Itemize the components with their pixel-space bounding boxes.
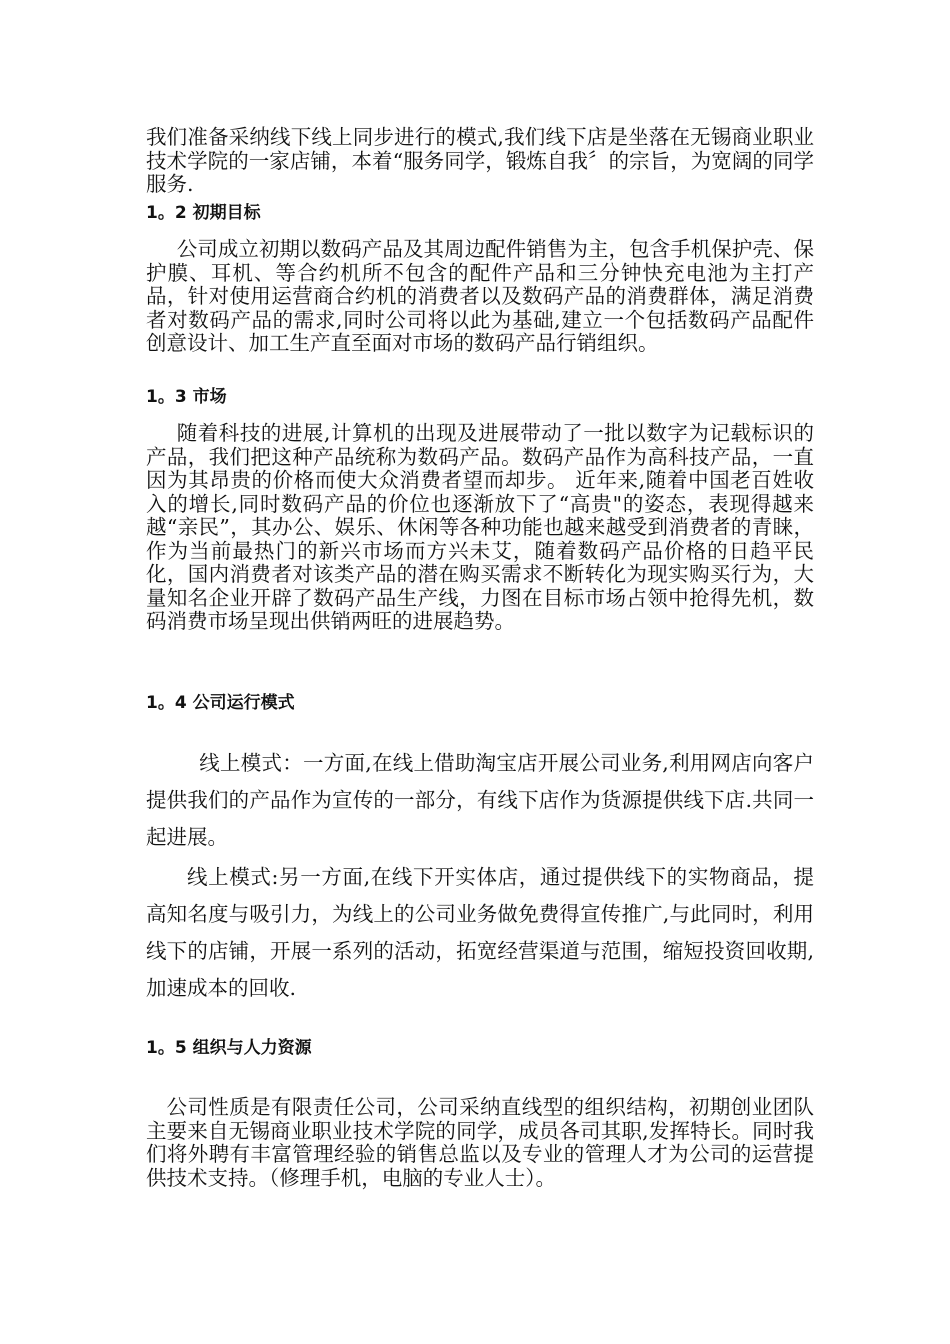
section-organization	[146, 1096, 814, 1190]
section-operation-mode	[146, 745, 814, 1007]
online-mode-paragraph: 线上模式：一方面,在线上借助淘宝店开展公司业务,利用网店向客户提供我们的产品作为宣传的一部分，有线下店作为货源提供线下店.共同一起进展。	[146, 751, 814, 849]
intro-paragraph: 我们准备采纳线下线上同步进行的模式,我们线下店是坐落在无锡商业职业技术学院的一家店铺，本着“服务同学，锻炼自我〞的宗旨，为宽阔的同学服务.	[146, 125, 814, 196]
initial-goals-paragraph: 公司成立初期以数码产品及其周边配件销售为主，包含手机保护壳、保护膜、耳机、等合约机所不包含的配件产品和三分钟快充电池为主打产品，针对使用运营商合约机的消费者以及数码产品的消费群体，满足消费者对数码产品的需求,同时公司将以此为基础,建立一个包括数码产品配件创意设计、加工生产直至面对市场的数码产品行销组织。	[146, 237, 814, 355]
section-heading-organization: 1。5 组织与人力资源	[146, 1038, 312, 1058]
section-heading-operation-mode: 1。4 公司运行模式	[146, 693, 295, 713]
section-heading-market: 1。3 市场	[146, 387, 227, 407]
section-heading-initial-goals: 1。2 初期目标	[146, 203, 261, 223]
organization-paragraph: 公司性质是有限责任公司，公司采纳直线型的组织结构，初期创业团队主要来自无锡商业职业技术学院的同学，成员各司其职,发挥特长。同时我们将外聘有丰富管理经验的销售总监以及专业的管理人才为公司的运营提供技术支持。（修理手机，电脑的专业人士）。	[146, 1095, 814, 1190]
section-initial-goals	[146, 238, 814, 356]
intro-block	[146, 126, 814, 197]
market-paragraph: 随着科技的进展,计算机的出现及进展带动了一批以数字为记载标识的产品，我们把这种产品统称为数码产品。数码产品作为高科技产品，一直因为其昂贵的价格而使大众消费者望而却步。 近年来,随着中国老百姓收入的增长,同时数码产品的价位也逐渐放下了“高贵"的姿态，表现得越来越“亲民”，其办公、娱乐、休闲等各种功能也越来越受到消费者的青睐，作为当前最热门的新兴市场而方兴未艾，随着数码产品价格的日趋平民化，国内消费者对该类产品的潜在购买需求不断转化为现实购买行为，大量知名企业开辟了数码产品生产线，力图在目标市场占领中抢得先机，数码消费市场呈现出供销两旺的进展趋势。	[146, 421, 814, 633]
section-market	[146, 422, 814, 634]
offline-mode-paragraph: 线上模式:另一方面,在线下开实体店，通过提供线下的实物商品，提高知名度与吸引力，为线上的公司业务做免费得宣传推广,与此同时，利用线下的店铺，开展一系列的活动，拓宽经营渠道与范围，缩短投资回收期,加速成本的回收.	[146, 865, 814, 1000]
